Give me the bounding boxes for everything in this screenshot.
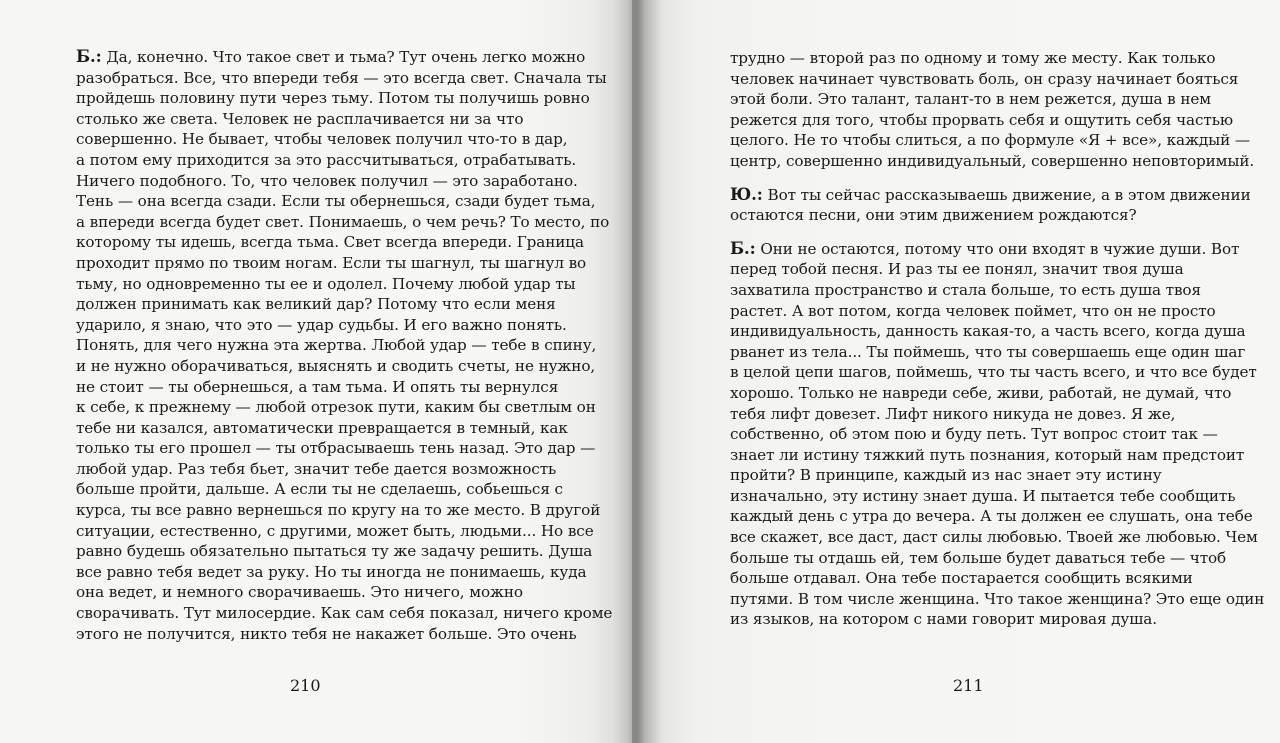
- line: центр, совершенно индивидуальный, совершенно неповторимый.: [730, 151, 1255, 170]
- line: рванет из тела... Ты поймешь, что ты совершаешь еще один шаг: [730, 342, 1246, 361]
- line: хорошо. Только не навреди себе, живи, работай, не думай, что: [730, 383, 1232, 402]
- line: совершенно. Не бывает, чтобы человек получил что-то в дар,: [76, 130, 568, 149]
- line: изначально, эту истину знает душа. И пытается тебе сообщить: [730, 486, 1236, 505]
- line: разобраться. Все, что впереди тебя — это всегда свет. Сначала ты: [76, 68, 607, 87]
- line: человек начинает чувствовать боль, он сразу начинает бояться: [730, 69, 1239, 88]
- line: этой боли. Это талант, талант-то в нем режется, душа в нем: [730, 90, 1211, 109]
- line: захватила пространство и стала больше, то есть душа твоя: [730, 280, 1201, 299]
- book-gutter-shadow: [612, 0, 660, 743]
- line: сворачивать. Тут милосердие. Как сам себя показал, ничего кроме: [76, 604, 613, 623]
- line: каждый день с утра до вечера. А ты должен ее слушать, она тебе: [730, 507, 1253, 526]
- line: а впереди всегда будет свет. Понимаешь, о чем речь? То место, по: [76, 212, 610, 231]
- line: ударило, я знаю, что это — удар судьбы. И его важно понять.: [76, 315, 567, 334]
- line-text: Вот ты сейчас рассказываешь движение, а в этом движении: [767, 185, 1251, 204]
- line: проходит прямо по твоим ногам. Если ты шагнул, ты шагнул во: [76, 253, 587, 272]
- line: которому ты идешь, всегда тьма. Свет всегда впереди. Граница: [76, 233, 584, 252]
- line: трудно — второй раз по одному и тому же месту. Как только: [730, 49, 1216, 67]
- line: только ты его прошел — ты отбрасываешь тень назад. Это дар —: [76, 439, 596, 458]
- line: Тень — она всегда сзади. Если ты обернешься, сзади будет тьма,: [76, 192, 596, 211]
- line: любой удар. Раз тебя бьет, значит тебе дается возможность: [76, 459, 557, 478]
- paragraph-gap: [730, 226, 1250, 239]
- line: она ведет, и немного сворачиваешь. Это ничего, можно: [76, 583, 523, 602]
- line: а потом ему приходится за это рассчитываться, отрабатывать.: [76, 150, 577, 169]
- speaker-label: Ю.:: [730, 184, 763, 204]
- line: курса, ты все равно вернешься по кругу на то же место. В другой: [76, 501, 601, 520]
- line: тебе ни казался, автоматически превращается в темный, как: [76, 418, 568, 437]
- left-page: [0, 0, 632, 743]
- line: тьму, но одновременно ты ее и одолел. Почему любой удар ты: [76, 274, 576, 293]
- line: растет. А вот потом, когда человек поймет, что он не просто: [730, 301, 1216, 320]
- line: равно будешь обязательно пытаться ту же задачу решить. Душа: [76, 542, 593, 561]
- line: больше ты отдашь ей, тем больше будет даваться тебе — чтоб: [730, 548, 1227, 567]
- line: пройти? В принципе, каждый из нас знает эту истину: [730, 466, 1162, 485]
- line: столько же света. Человек не расплачивается ни за что: [76, 109, 524, 128]
- page-number: 211: [953, 676, 984, 695]
- speaker-label: Б.:: [76, 47, 102, 66]
- line: не стоит — ты обернешься, а там тьма. И опять ты вернулся: [76, 377, 559, 396]
- line: должен принимать как великий дар? Потому что если меня: [76, 295, 556, 314]
- line-text: Они не остаются, потому что они входят в чужие души. Вот: [760, 239, 1240, 258]
- line: из языков, на котором с нами говорит мировая душа.: [730, 610, 1157, 629]
- line: целого. Не то чтобы слиться, а по формуле «Я + все», каждый —: [730, 131, 1250, 150]
- line-text: Да, конечно. Что такое свет и тьма? Тут очень легко можно: [106, 48, 586, 66]
- line: пройдешь половину пути через тьму. Потом ты получишь ровно: [76, 89, 590, 108]
- line: путями. В том числе женщина. Что такое женщина? Это еще один: [730, 589, 1265, 608]
- paragraph-gap: [730, 172, 1250, 185]
- line: Понять, для чего нужна эта жертва. Любой удар — тебе в спину,: [76, 336, 597, 355]
- line: [730, 185, 1250, 206]
- line: Ничего подобного. То, что человек получил — это заработано.: [76, 171, 578, 190]
- line: в целой цепи шагов, поймешь, что ты часть всего, и что все будет: [730, 363, 1257, 382]
- line: все равно тебя ведет за руку. Но ты иногда не понимаешь, куда: [76, 562, 587, 581]
- line: больше отдавал. Она тебе постарается сообщить всякими: [730, 569, 1193, 588]
- line: [76, 47, 596, 68]
- line: [730, 239, 1250, 260]
- line: ситуации, естественно, с другими, может быть, людьми... Но все: [76, 521, 594, 540]
- line: собственно, об этом пою и буду петь. Тут вопрос стоит так —: [730, 425, 1218, 444]
- line: индивидуальность, данность какая-то, а часть всего, когда душа: [730, 322, 1246, 341]
- line: все скажет, все даст, даст силы любовью. Твоей же любовью. Чем: [730, 528, 1258, 547]
- line: тебя лифт довезет. Лифт никого никуда не довез. Я же,: [730, 404, 1176, 423]
- left-page-text: [76, 47, 613, 644]
- right-page-text: [730, 48, 1265, 630]
- line: и не нужно оборачиваться, выяснять и сводить счеты, не нужно,: [76, 356, 596, 375]
- line: перед тобой песня. И раз ты ее понял, значит твоя душа: [730, 260, 1184, 279]
- line: больше пройти, дальше. А если ты не сделаешь, собьешься с: [76, 480, 563, 499]
- line: к себе, к прежнему — любой отрезок пути, каким бы светлым он: [76, 398, 596, 417]
- speaker-label: Б.:: [730, 238, 756, 258]
- page-number: 210: [290, 676, 321, 695]
- line: режется для того, чтобы прорвать себя и ощутить себя частью: [730, 110, 1234, 129]
- line: остаются песни, они этим движением рождаются?: [730, 206, 1137, 225]
- line: знает ли истину тяжкий путь познания, который нам предстоит: [730, 445, 1245, 464]
- line: этого не получится, никто тебя не накажет больше. Это очень: [76, 624, 577, 643]
